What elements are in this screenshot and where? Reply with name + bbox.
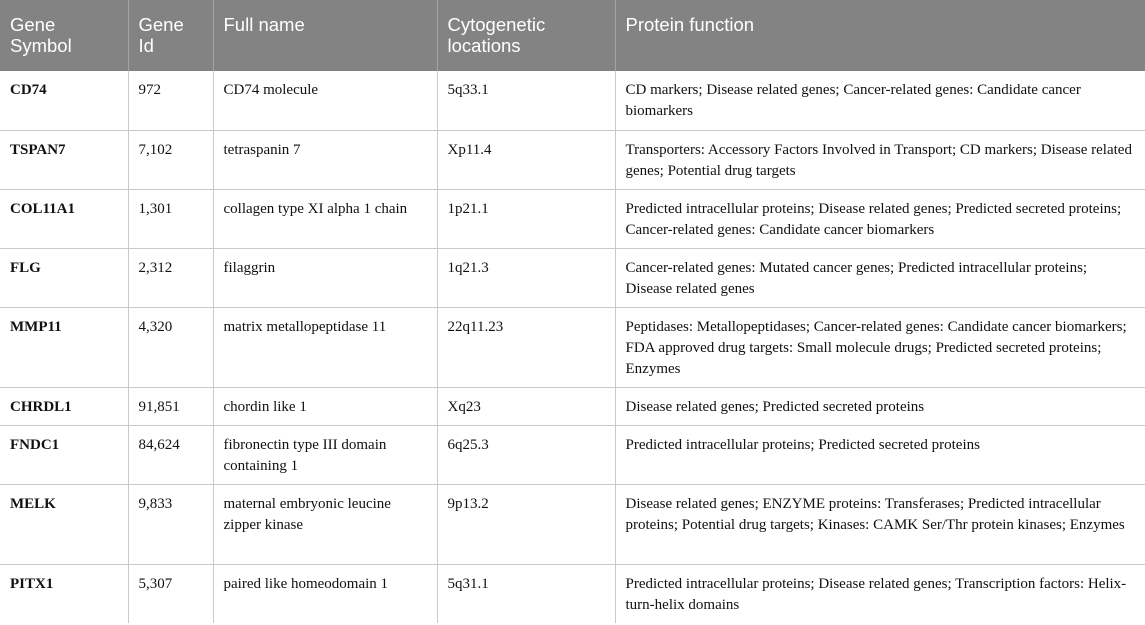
location-cell: Xq23	[437, 387, 615, 425]
function-cell: Disease related genes; Predicted secreted proteins	[615, 387, 1145, 425]
gene-symbol-cell: PITX1	[0, 564, 128, 623]
table-row	[0, 71, 1145, 130]
function-cell: Transporters: Accessory Factors Involved in Transport; CD markers; Disease related genes; Potential drug targets	[615, 130, 1145, 189]
gene-symbol-cell: MMP11	[0, 307, 128, 387]
table-row	[0, 425, 1145, 484]
location-cell: Xp11.4	[437, 130, 615, 189]
header-gene-id: Gene Id	[128, 0, 213, 71]
gene-id-cell: 1,301	[128, 189, 213, 248]
function-cell: CD markers; Disease related genes; Cancer-related genes: Candidate cancer biomarkers	[615, 71, 1145, 130]
table-row	[0, 564, 1145, 623]
full-name-cell: maternal embryonic leucine zipper kinase	[213, 484, 437, 564]
full-name-cell: tetraspanin 7	[213, 130, 437, 189]
gene-symbol-cell: MELK	[0, 484, 128, 564]
gene-id-cell: 4,320	[128, 307, 213, 387]
function-cell: Predicted intracellular proteins; Predicted secreted proteins	[615, 425, 1145, 484]
location-cell: 5q33.1	[437, 71, 615, 130]
full-name-cell: chordin like 1	[213, 387, 437, 425]
table-row	[0, 484, 1145, 564]
full-name-cell: matrix metallopeptidase 11	[213, 307, 437, 387]
gene-id-cell: 5,307	[128, 564, 213, 623]
gene-symbol-cell: COL11A1	[0, 189, 128, 248]
gene-id-cell: 91,851	[128, 387, 213, 425]
table-row	[0, 130, 1145, 189]
function-cell: Predicted intracellular proteins; Disease related genes; Transcription factors: Helix-turn-helix domains	[625, 575, 1127, 613]
gene-id-cell: 2,312	[128, 248, 213, 307]
header-cytogenetic-locations: Cytogenetic locations	[437, 0, 615, 71]
gene-id-cell: 972	[128, 71, 213, 130]
full-name-cell: fibronectin type III domain containing 1	[213, 425, 437, 484]
function-cell: Cancer-related genes: Mutated cancer genes; Predicted intracellular proteins; Disease related genes	[615, 248, 1145, 307]
table-row	[0, 307, 1145, 387]
gene-symbol-cell: CHRDL1	[0, 387, 128, 425]
function-cell: Predicted intracellular proteins; Disease related genes; Predicted secreted proteins; Cancer-related genes: Candidate cancer biomarkers	[615, 189, 1145, 248]
table-row	[0, 387, 1145, 425]
gene-symbol-cell: FLG	[0, 248, 128, 307]
location-cell: 1p21.1	[437, 189, 615, 248]
gene-symbol-cell: TSPAN7	[0, 130, 128, 189]
location-cell: 9p13.2	[437, 484, 615, 564]
header-protein-function: Protein function	[625, 14, 755, 35]
header-full-name: Full name	[213, 0, 437, 71]
gene-id-cell: 7,102	[128, 130, 213, 189]
full-name-cell: paired like homeodomain 1	[213, 564, 437, 623]
full-name-cell: collagen type XI alpha 1 chain	[213, 189, 437, 248]
gene-symbol-cell: CD74	[0, 71, 128, 130]
location-cell: 22q11.23	[437, 307, 615, 387]
function-cell: Disease related genes; ENZYME proteins: Transferases; Predicted intracellular proteins; Potential drug targets; Kinases: CAMK Ser/Thr protein kinases; Enzymes	[615, 484, 1145, 564]
gene-symbol-cell: FNDC1	[0, 425, 128, 484]
gene-id-cell: 9,833	[128, 484, 213, 564]
function-cell: Peptidases: Metallopeptidases; Cancer-related genes: Candidate cancer biomarkers; FDA approved drug targets: Small molecule drugs; Predicted secreted proteins; Enzymes	[615, 307, 1145, 387]
table-row	[0, 189, 1145, 248]
header-gene-symbol: Gene Symbol	[0, 0, 128, 71]
full-name-cell: CD74 molecule	[213, 71, 437, 130]
location-cell: 5q31.1	[437, 564, 615, 623]
location-cell: 6q25.3	[437, 425, 615, 484]
location-cell: 1q21.3	[437, 248, 615, 307]
gene-id-cell: 84,624	[128, 425, 213, 484]
table-header-row	[0, 0, 1145, 71]
table-row	[0, 248, 1145, 307]
full-name-cell: filaggrin	[213, 248, 437, 307]
